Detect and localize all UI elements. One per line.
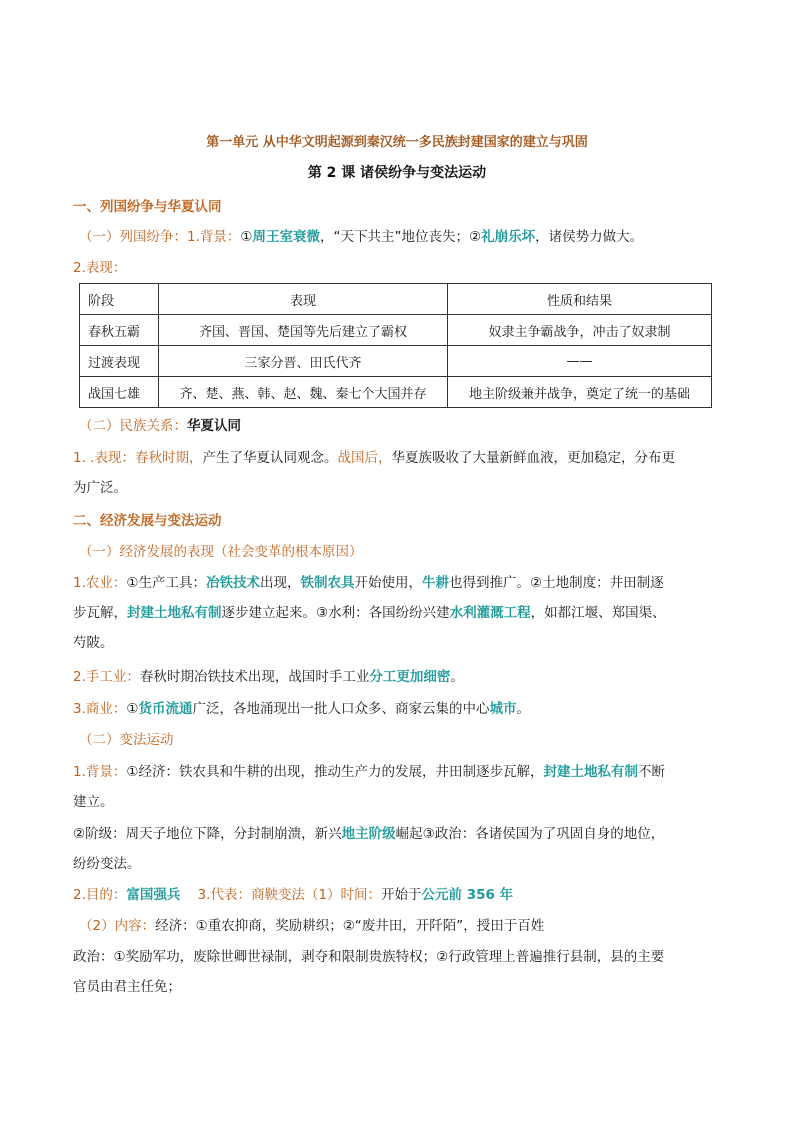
part2-label: （二）民族关系：	[79, 418, 187, 434]
agri-l: ，如都江堰、郑国渠、	[530, 605, 666, 621]
rep-num: 3.	[197, 887, 211, 903]
table-cell: 战国七雄	[80, 377, 159, 408]
rep-a: 开始于	[381, 887, 422, 903]
dispute-table	[79, 283, 712, 408]
class-b: 地主阶级	[341, 826, 396, 842]
ethnic-label: 表现：	[94, 450, 135, 466]
politics-a: 政治：①奖励军功，废除世卿世禄制，剥夺和限制贵族特权；②行政管理上普遍推行县制，县的主要	[73, 949, 665, 965]
class-d: 纷纷变法。	[73, 856, 141, 872]
craft-a: 春秋时期冶铁技术出现，战国时手工业	[139, 669, 370, 685]
unit-title	[0, 131, 794, 150]
commerce-e: 。	[516, 701, 530, 717]
politics-b: 官员由君主任免；	[73, 979, 181, 995]
table-cell: 奴隶主争霸战争，冲击了奴隶制	[448, 315, 712, 346]
table-cell: 齐国、晋国、楚国等先后建立了霸权	[159, 315, 448, 346]
ethnic-c: 战国后，	[337, 450, 392, 466]
table-header: 阶段	[80, 284, 159, 315]
item1-d: 礼崩乐坏	[481, 229, 536, 245]
commerce-paragraph	[73, 694, 723, 724]
agri-a: ①生产工具：	[126, 575, 206, 591]
section2-part2-label: （二）变法运动	[79, 732, 174, 748]
item1-label: 背景：	[199, 229, 241, 245]
item1-num: 1.	[187, 229, 200, 245]
content-label: （2）内容：	[79, 918, 156, 934]
agri-d: 铁制农具	[300, 575, 355, 591]
section2-heading: 二、经济发展与变法运动	[73, 513, 222, 529]
ethnic-a: 春秋时期，	[134, 450, 203, 466]
bg-label: 背景：	[85, 764, 127, 780]
table-cell: 春秋五霸	[80, 315, 159, 346]
section2-part1-label: （一）经济发展的表现（社会变革的根本原因）	[79, 544, 363, 560]
rep-b: 公元前 356 年	[421, 887, 514, 903]
table-row	[80, 377, 712, 408]
item1-b: 周王室衰微	[252, 229, 320, 245]
commerce-c: 广泛，各地涌现出一批人口众多、商家云集的中心	[192, 701, 490, 717]
lesson-title: 第 2 课 诸侯纷争与变法运动	[307, 165, 487, 181]
craft-c: 。	[450, 669, 464, 685]
agri-e: 开始使用，	[354, 575, 422, 591]
agri-j: 逐步建立起来。③水利：各国纷纷兴建	[221, 605, 450, 621]
ethnic-e: 为广泛。	[73, 480, 127, 496]
content-a: 经济：①重农抑商，奖励耕织；②“废井田，开阡陌”，授田于百姓	[155, 918, 545, 934]
unit-title-prefix: 第一单元	[206, 135, 259, 150]
craft-num: 2.	[73, 669, 86, 685]
goal-num: 2.	[73, 887, 86, 903]
commerce-b: 货币流通	[138, 701, 193, 717]
craft-label: 手工业：	[85, 669, 140, 685]
agri-m: 芍陂。	[73, 635, 114, 651]
table-cell: ——	[448, 346, 712, 377]
background-paragraph	[73, 757, 723, 817]
ethnic-num: 1. .	[73, 450, 95, 466]
agri-b: 冶铁技术	[206, 575, 260, 591]
table-header: 表现	[159, 284, 448, 315]
craft-b: 分工更加细密	[369, 669, 451, 685]
table-cell: 三家分晋、田氏代齐	[159, 346, 448, 377]
bg-b: 封建土地私有制	[543, 764, 638, 780]
item1-c: ，“天下共主”地位丧失；②	[320, 229, 482, 245]
agri-f: 牛耕	[422, 575, 449, 591]
ethnic-paragraph	[73, 443, 723, 503]
section1-part2-line	[73, 411, 729, 441]
bg-a: ①经济：铁农具和牛耕的出现，推动生产力的发展，井田制逐步瓦解，	[126, 764, 544, 780]
rep-label: 代表：商鞅变法（1）时间：	[210, 887, 382, 903]
item2-label: 2.表现：	[73, 260, 127, 276]
commerce-num: 3.	[73, 701, 86, 717]
item1-e: ，诸侯势力做大。	[535, 229, 644, 245]
table-header: 性质和结果	[448, 284, 712, 315]
bg-num: 1.	[73, 764, 86, 780]
content-line	[73, 911, 729, 941]
table-header-row	[80, 284, 712, 315]
table-row	[80, 346, 712, 377]
commerce-label: 商业：	[85, 701, 127, 717]
class-c: 崛起③政治：各诸侯国为了巩固自身的地位，	[395, 826, 665, 842]
agri-c: 出现，	[260, 575, 301, 591]
item1-a: ①	[240, 229, 253, 245]
table-cell: 齐、楚、燕、韩、赵、魏、秦七个大国并存	[159, 377, 448, 408]
table-cell: 地主阶级兼并战争，奠定了统一的基础	[448, 377, 712, 408]
goal-line	[73, 880, 723, 910]
craft-paragraph	[73, 662, 723, 692]
agri-num: 1.	[73, 575, 86, 591]
bg-d: 建立。	[73, 794, 114, 810]
table-row	[80, 315, 712, 346]
class-paragraph	[73, 819, 723, 879]
goal-label: 目的：	[85, 887, 127, 903]
section1-part1-line	[73, 222, 729, 252]
unit-title-body: 从中华文明起源到秦汉统一多民族封建国家的建立与巩固	[262, 135, 588, 150]
commerce-d: 城市	[489, 701, 517, 717]
agriculture-paragraph	[73, 568, 723, 658]
commerce-a: ①	[126, 701, 139, 717]
agri-k: 水利灌溉工程	[449, 605, 531, 621]
politics-paragraph	[73, 942, 723, 1002]
part2-value: 华夏认同	[187, 418, 241, 434]
ethnic-d: 华夏族吸收了大量新鲜血液，更加稳定，分布更	[391, 450, 675, 466]
goal-value: 富国强兵	[126, 887, 181, 903]
ethnic-b: 产生了华夏认同观念。	[202, 450, 338, 466]
part1-label: （一）列国纷争：	[79, 229, 187, 245]
section1-heading: 一、列国纷争与华夏认同	[73, 199, 222, 215]
agri-label: 农业：	[85, 575, 127, 591]
class-a: ②阶级：周天子地位下降，分封制崩溃，新兴	[73, 826, 342, 842]
table-cell: 过渡表现	[80, 346, 159, 377]
agri-h: 步瓦解，	[73, 605, 127, 621]
agri-g: 也得到推广。②土地制度：井田制逐	[449, 575, 664, 591]
bg-c: 不断	[638, 764, 665, 780]
agri-i: 封建土地私有制	[127, 605, 222, 621]
